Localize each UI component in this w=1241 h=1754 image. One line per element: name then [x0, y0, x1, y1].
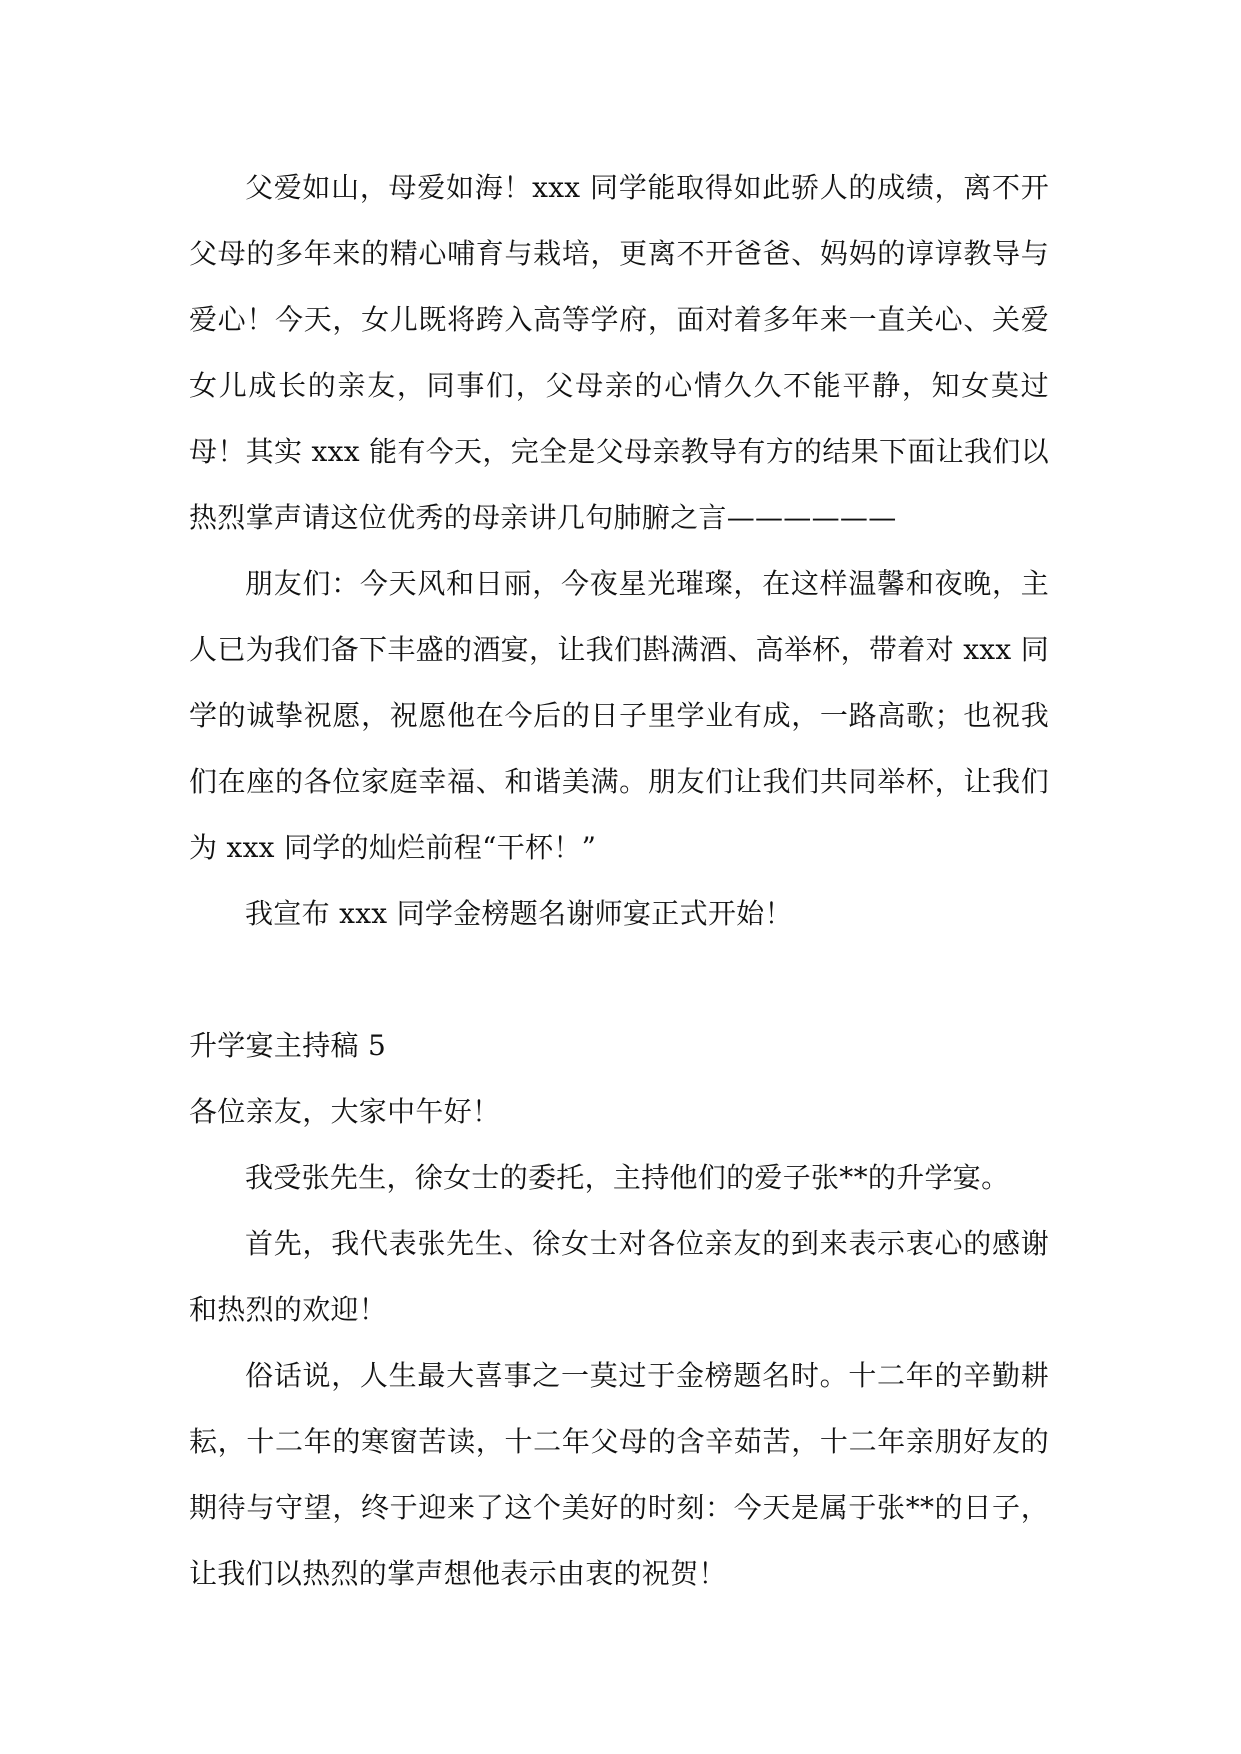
document-body	[189, 155, 1049, 1607]
paragraph-toast: 朋友们：今天风和日丽，今夜星光璀璨，在这样温馨和夜晚，主人已为我们备下丰盛的酒宴，让我们斟满酒、高举杯，带着对 xxx 同学的诚挚祝愿，祝愿他在今后的日子里学业有成，一路高歌；也祝我们在座的各位家庭幸福、和谐美满。朋友们让我们共同举杯，让我们为 xxx 同学的灿烂前程“干杯！”	[189, 567, 1049, 864]
paragraph-congratulations: 俗话说，人生最大喜事之一莫过于金榜题名时。十二年的辛勤耕耘，十二年的寒窗苦读，十二年父母的含辛茹苦，十二年亲朋好友的期待与守望，终于迎来了这个美好的时刻：今天是属于张**的日子，让我们以热烈的掌声想他表示由衷的祝贺！	[189, 1359, 1049, 1590]
paragraph-announcement: 我宣布 xxx 同学金榜题名谢师宴正式开始！	[245, 897, 793, 930]
section-spacer	[189, 947, 1049, 1013]
paragraph-parents-love: 父爱如山，母爱如海！xxx 同学能取得如此骄人的成绩，离不开父母的多年来的精心哺育与栽培，更离不开爸爸、妈妈的谆谆教导与爱心！今天，女儿既将跨入高等学府，面对着多年来一直关心、关爱女儿成长的亲友，同事们，父母亲的心情久久不能平静，知女莫过母！其实 xxx 能有今天，完全是父母亲教导有方的结果下面让我们以热烈掌声请这位优秀的母亲讲几句肺腑之言——————	[189, 171, 1049, 534]
paragraph-host-intro: 我受张先生，徐女士的委托，主持他们的爱子张**的升学宴。	[245, 1161, 1010, 1194]
paragraph-thanks: 首先，我代表张先生、徐女士对各位亲友的到来表示衷心的感谢和热烈的欢迎！	[189, 1227, 1049, 1326]
greeting-line: 各位亲友，大家中午好！	[189, 1095, 501, 1128]
section-title: 升学宴主持稿 5	[189, 1029, 387, 1062]
